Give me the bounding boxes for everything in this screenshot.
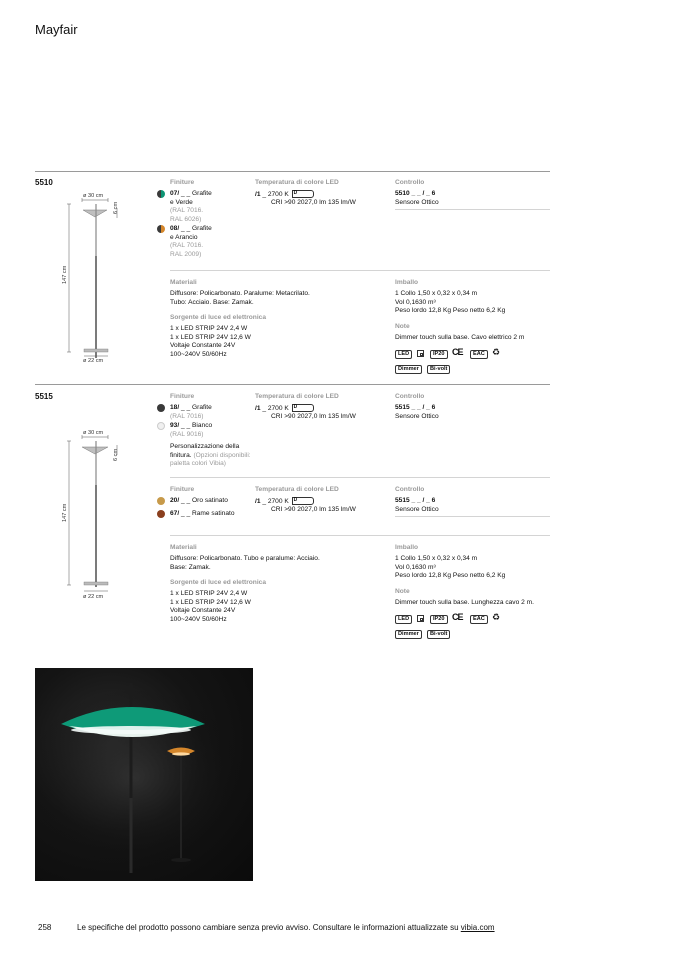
bivolt-badge: Bi-volt bbox=[427, 365, 450, 374]
finish-item: 20/ _ _ Oro satinato bbox=[170, 497, 228, 504]
sorgente-line: 1 x LED STRIP 24V 12,6 W bbox=[170, 333, 251, 341]
imballo-line: Vol 0,1630 m³ bbox=[395, 298, 436, 306]
sorgente-line: 1 x LED STRIP 24V 2,4 W bbox=[170, 325, 248, 332]
led-badge: LED bbox=[395, 350, 412, 359]
sorgente-line: Voltaje Constante 24V bbox=[170, 607, 236, 615]
temperature-specs: CRI >90 2027,0 lm 135 lm/W bbox=[271, 505, 356, 513]
materiali-line: Base: Zamak. bbox=[170, 563, 211, 571]
controllo-code: 5510 _ _ / _ 6 bbox=[395, 190, 436, 197]
imballo-line: Peso lordo 12,8 Kg Peso netto 6,2 Kg bbox=[395, 307, 506, 315]
materiali-label: Materiali bbox=[170, 279, 197, 286]
dimension-shade-height: 6 cm bbox=[113, 201, 119, 214]
imballo-line: 1 Collo 1,50 x 0,32 x 0,34 m bbox=[395, 555, 478, 562]
finish-ral: (RAL 9016) bbox=[170, 430, 204, 438]
finish-ral: RAL 2009) bbox=[170, 250, 202, 258]
sorgente-line: 1 x LED STRIP 24V 12,6 W bbox=[170, 598, 251, 606]
controllo-code: 5515 _ _ / _ 6 bbox=[395, 497, 436, 504]
footer-disclaimer bbox=[77, 923, 495, 932]
page-title: Mayfair bbox=[35, 22, 78, 37]
finiture-label: Finiture bbox=[170, 486, 195, 493]
sorgente-line: 1 x LED STRIP 24V 2,4 W bbox=[170, 590, 248, 597]
finish-item: 67/ _ _ Rame satinato bbox=[170, 510, 235, 517]
dimension-height: 147 cm bbox=[62, 503, 68, 522]
class-ii-icon bbox=[417, 615, 424, 622]
swatch-grafite-arancio-icon bbox=[157, 225, 165, 233]
finish-ral: RAL 6026) bbox=[170, 215, 202, 223]
imballo-line: 1 Collo 1,50 x 0,32 x 0,34 m bbox=[395, 290, 478, 297]
dimmer-badge: Dimmer bbox=[395, 630, 422, 639]
controllo-label: Controllo bbox=[395, 393, 425, 400]
temperature-option: /1 _ 2700 K D bbox=[255, 190, 314, 199]
dimmer-badge: Dimmer bbox=[395, 365, 422, 374]
finiture-label: Finiture bbox=[170, 179, 195, 186]
controllo-label: Controllo bbox=[395, 486, 425, 493]
ip20-badge: IP20 bbox=[430, 615, 448, 624]
controllo-desc: Sensore Ottico bbox=[395, 198, 439, 206]
finish-ral: (RAL 7016. bbox=[170, 207, 204, 215]
finish-ral: (RAL 7016) bbox=[170, 412, 204, 420]
divider bbox=[170, 270, 550, 271]
imballo-line: Vol 0,1630 m³ bbox=[395, 563, 436, 571]
ce-mark: CE bbox=[452, 347, 463, 357]
materiali-label: Materiali bbox=[170, 544, 197, 551]
class-ii-icon bbox=[417, 350, 424, 357]
eac-badge: EAC bbox=[470, 350, 488, 359]
controllo-code: 5515 _ _ / _ 6 bbox=[395, 404, 436, 411]
temperature-specs: CRI >90 2027,0 lm 135 lm/W bbox=[271, 412, 356, 420]
bivolt-badge: Bi-volt bbox=[427, 630, 450, 639]
controllo-desc: Sensore Ottico bbox=[395, 505, 439, 513]
section-divider bbox=[35, 171, 550, 172]
sorgente-label: Sorgente di luce ed elettronica bbox=[170, 579, 266, 586]
finish-name-cont: e Arancio bbox=[170, 233, 198, 241]
swatch-grafite-icon bbox=[157, 404, 165, 412]
finish-item: 18/ _ _ Grafite bbox=[170, 404, 212, 411]
product-code: 5510 bbox=[35, 178, 53, 187]
temperature-specs: CRI >90 2027,0 lm 135 lm/W bbox=[271, 198, 356, 206]
dimension-diameter-base: ø 22 cm bbox=[83, 358, 104, 364]
footer-link[interactable]: vibia.com bbox=[460, 923, 495, 932]
note-text: Dimmer touch sulla base. Lunghezza cavo 2 m. bbox=[395, 599, 534, 606]
finish-name-cont: e Verde bbox=[170, 198, 193, 206]
led-badge: LED bbox=[395, 615, 412, 624]
temperature-label: Temperatura di colore LED bbox=[255, 486, 339, 493]
dim-icon: D bbox=[292, 190, 314, 198]
personalizzazione-text: finitura. (Opzioni disponibili: bbox=[170, 451, 251, 459]
imballo-label: Imballo bbox=[395, 544, 419, 551]
materiali-line: Diffusore: Policarbonato. Paralume: Metacrilato. bbox=[170, 290, 310, 297]
note-label: Note bbox=[395, 588, 410, 595]
divider bbox=[395, 209, 550, 210]
divider bbox=[170, 535, 550, 536]
finish-item: 08/ _ _ Grafite bbox=[170, 225, 212, 232]
dimension-shade-height: 6 cm bbox=[113, 448, 119, 461]
sorgente-line: Voltaje Constante 24V bbox=[170, 342, 236, 350]
materiali-line: Diffusore: Policarbonato. Tubo e paralume: Acciaio. bbox=[170, 555, 320, 562]
lamp-photo-illustration bbox=[35, 668, 253, 881]
swatch-bianco-icon bbox=[157, 422, 165, 430]
imballo-label: Imballo bbox=[395, 279, 419, 286]
dimension-height: 147 cm bbox=[62, 265, 68, 284]
dimension-diameter-top: ø 30 cm bbox=[83, 193, 104, 199]
product-photo bbox=[35, 668, 253, 881]
temperature-label: Temperatura di colore LED bbox=[255, 179, 339, 186]
product-code: 5515 bbox=[35, 392, 53, 401]
dimension-diameter-base: ø 22 cm bbox=[83, 594, 104, 600]
sorgente-line: 100~240V 50/60Hz bbox=[170, 615, 227, 623]
ip20-badge: IP20 bbox=[430, 350, 448, 359]
sorgente-line: 100~240V 50/60Hz bbox=[170, 350, 227, 358]
note-text: Dimmer touch sulla base. Cavo elettrico 2 m bbox=[395, 334, 525, 341]
section-divider bbox=[35, 384, 550, 385]
controllo-label: Controllo bbox=[395, 179, 425, 186]
finish-item: 93/ _ _ Bianco bbox=[170, 422, 213, 429]
page-number: 258 bbox=[38, 923, 52, 932]
personalizzazione-text: paletta colori Vibia) bbox=[170, 460, 226, 468]
temperature-option: /1 _ 2700 K D bbox=[255, 497, 314, 506]
materiali-line: Tubo: Acciaio. Base: Zamak. bbox=[170, 298, 254, 306]
temperature-label: Temperatura di colore LED bbox=[255, 393, 339, 400]
finiture-label: Finiture bbox=[170, 393, 195, 400]
personalizzazione-text: Personalizzazione della bbox=[170, 443, 240, 450]
divider bbox=[395, 516, 550, 517]
dim-icon: D bbox=[292, 497, 314, 505]
imballo-line: Peso lordo 12,8 Kg Peso netto 6,2 Kg bbox=[395, 572, 506, 580]
divider bbox=[170, 477, 550, 478]
eac-badge: EAC bbox=[470, 615, 488, 624]
finish-item: 07/ _ _ Grafite bbox=[170, 190, 212, 197]
swatch-oro-icon bbox=[157, 497, 165, 505]
dim-icon: D bbox=[292, 404, 314, 412]
sorgente-label: Sorgente di luce ed elettronica bbox=[170, 314, 266, 321]
finish-ral: (RAL 7016. bbox=[170, 242, 204, 250]
ce-mark: CE bbox=[452, 612, 463, 622]
swatch-grafite-verde-icon bbox=[157, 190, 165, 198]
footer-text: Le specifiche del prodotto possono cambiare senza previo avviso. Consultare le informazioni attualizzate su bbox=[77, 923, 461, 932]
controllo-desc: Sensore Ottico bbox=[395, 412, 439, 420]
dimension-diameter-top: ø 30 cm bbox=[83, 430, 104, 436]
recycle-icon: ♻ bbox=[492, 612, 501, 622]
recycle-icon: ♻ bbox=[492, 347, 501, 357]
swatch-rame-icon bbox=[157, 510, 165, 518]
note-label: Note bbox=[395, 323, 410, 330]
temperature-option: /1 _ 2700 K D bbox=[255, 404, 314, 413]
